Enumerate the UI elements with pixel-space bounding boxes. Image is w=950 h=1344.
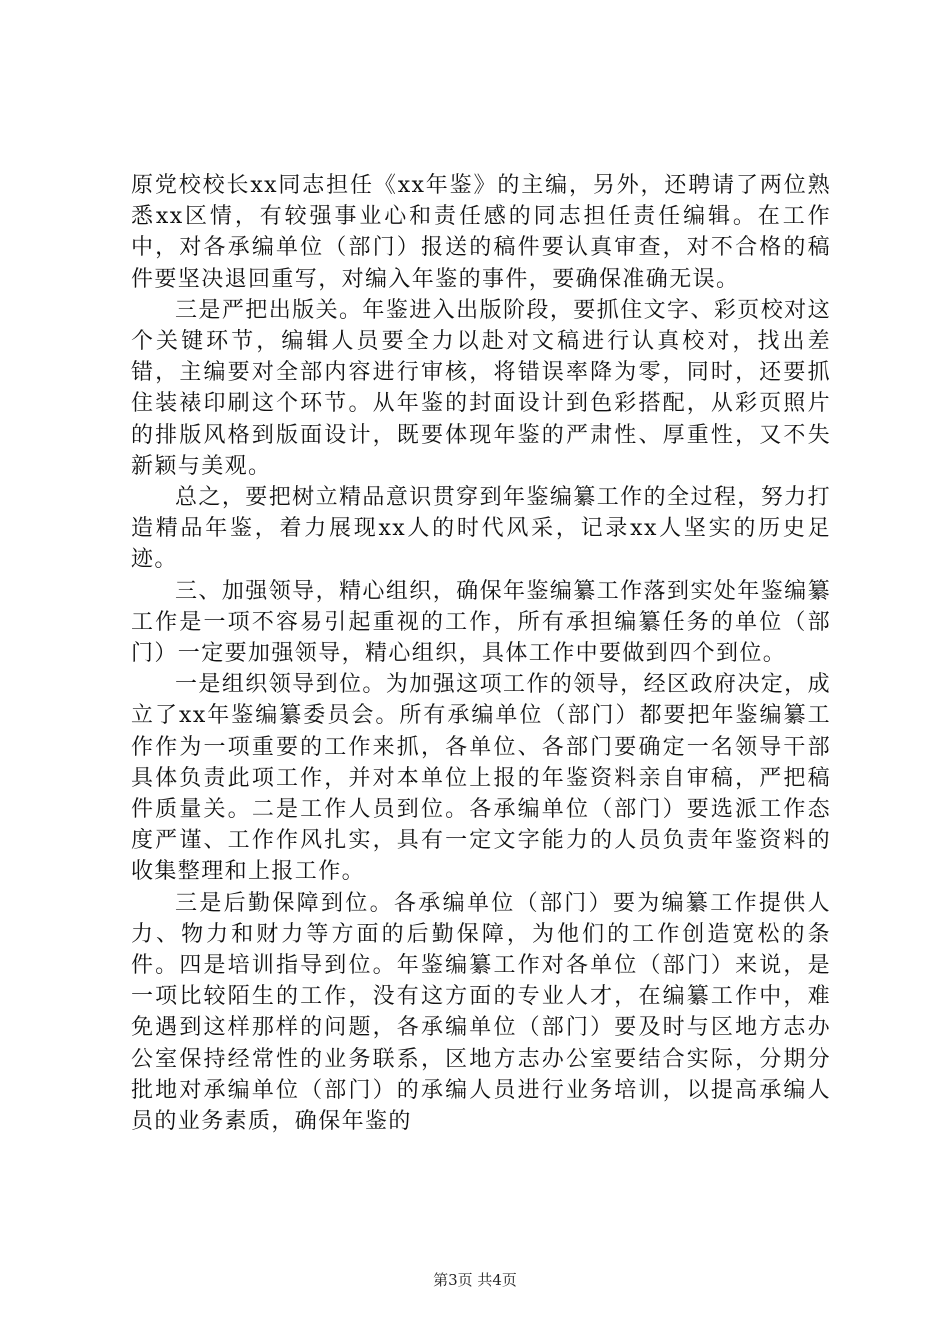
paragraph-section-three: 三、加强领导，精心组织，确保年鉴编纂工作落到实处年鉴编纂工作是一项不容易引起重视的工作，所有承担编纂任务的单位（部门）一定要加强领导，精心组织，具体工作中要做到四个到位。 [131, 578, 831, 667]
paragraph-publishing: 三是严把出版关。年鉴进入出版阶段，要抓住文字、彩页校对这个关键环节，编辑人员要全力以赴对文稿进行认真校对，找出差错，主编要对全部内容进行审核，将错误率降为零，同时，还要抓住装裱印刷这个环节。从年鉴的封面设计到色彩搭配，从彩页照片的排版风格到版面设计，既要体现年鉴的严肃性、厚重性，又不失新颖与美观。 [131, 297, 831, 479]
paragraph-continuation: 原党校校长xx同志担任《xx年鉴》的主编，另外，还聘请了两位熟悉xx区情，有较强事业心和责任感的同志担任责任编辑。在工作中，对各承编单位（部门）报送的稿件要认真审查，对不合格的稿件要坚决退回重写，对编入年鉴的事件，要确保准确无误。 [131, 173, 831, 292]
page-footer: 第3页 共4页 [433, 1271, 517, 1289]
paragraph-leadership: 一是组织领导到位。为加强这项工作的领导，经区政府决定，成立了xx年鉴编纂委员会。所有承编单位（部门）都要把年鉴编纂工作作为一项重要的工作来抓，各单位、各部门要确定一名领导干部具体负责此项工作，并对本单位上报的年鉴资料亲自审稿，严把稿件质量关。二是工作人员到位。各承编单位（部门）要选派工作态度严谨、工作作风扎实，具有一定文字能力的人员负责年鉴资料的收集整理和上报工作。 [131, 672, 831, 885]
paragraph-summary: 总之，要把树立精品意识贯穿到年鉴编纂工作的全过程，努力打造精品年鉴，着力展现xx人的时代风采，记录xx人坚实的历史足迹。 [131, 485, 831, 573]
paragraph-logistics: 三是后勤保障到位。各承编单位（部门）要为编纂工作提供人力、物力和财力等方面的后勤保障，为他们的工作创造宽松的条件。四是培训指导到位。年鉴编纂工作对各单位（部门）来说，是一项比较陌生的工作，没有这方面的专业人才，在编纂工作中，难免遇到这样那样的问题，各承编单位（部门）要及时与区地方志办公室保持经常性的业务联系，区地方志办公室要结合实际，分期分批地对承编单位（部门）的承编人员进行业务培训，以提高承编人员的业务素质，确保年鉴的 [131, 890, 831, 1135]
document-body [131, 170, 831, 1137]
